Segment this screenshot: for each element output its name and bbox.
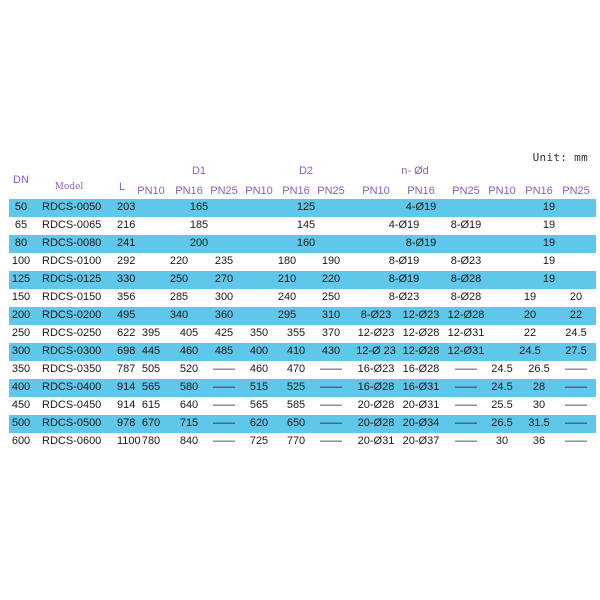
cell-nd-pn25: 8-Ø23	[450, 255, 482, 267]
header-d1: D1	[191, 165, 207, 177]
cell-x-pn16: 31.5	[528, 417, 550, 429]
cell-x-pn16: 19	[542, 201, 556, 213]
header-dn: DN	[13, 174, 29, 186]
cell-d2-pn16: 410	[286, 345, 306, 357]
cell-d2-pn16: 650	[286, 417, 306, 429]
cell-nd-pn25: ——	[455, 363, 477, 375]
table-row	[9, 397, 596, 415]
cell-dn: 50	[14, 201, 28, 213]
cell-dn: 80	[14, 237, 28, 249]
cell-d1-pn16: 165	[189, 201, 209, 213]
cell-d2-pn10: 210	[277, 273, 297, 285]
cell-d1-pn10: 395	[141, 327, 161, 339]
cell-l: 1100	[117, 435, 141, 447]
cell-d2-pn10: 725	[249, 435, 269, 447]
cell-x-pn16: 26.5	[528, 363, 550, 375]
cell-d2-pn16: 160	[296, 237, 316, 249]
cell-d2-pn25: ——	[320, 381, 342, 393]
cell-model: RDCS-0100	[42, 255, 102, 267]
cell-d1-pn16: 185	[189, 219, 209, 231]
cell-d2-pn25: ——	[320, 435, 342, 447]
cell-l: 914	[117, 399, 136, 411]
cell-d1-pn10: 250	[169, 273, 189, 285]
cell-x-pn16: 19	[542, 273, 556, 285]
cell-dn: 150	[11, 291, 31, 303]
cell-x-pn25: 20	[569, 291, 583, 303]
table-row	[9, 271, 596, 289]
table-row	[9, 361, 596, 379]
cell-d1-pn16: 405	[179, 327, 199, 339]
header-pn-11: PN25	[562, 185, 590, 197]
cell-nd-pn25: 12-Ø31	[447, 327, 485, 339]
cell-nd-pn25: 8-Ø28	[450, 273, 482, 285]
cell-d1-pn25: ——	[213, 381, 235, 393]
cell-x-pn16: 36	[532, 435, 546, 447]
cell-x-pn16: 28	[532, 381, 546, 393]
cell-l: 914	[117, 381, 136, 393]
cell-nd-pn10: 20-Ø31	[357, 435, 395, 447]
cell-d1-pn25: 300	[214, 291, 234, 303]
cell-model: RDCS-0080	[42, 237, 102, 249]
cell-dn: 400	[11, 381, 31, 393]
cell-l: 356	[117, 291, 136, 303]
table-row	[9, 415, 596, 433]
cell-model: RDCS-0065	[42, 219, 102, 231]
cell-d1-pn25: 360	[214, 309, 234, 321]
cell-d2-pn16: 770	[286, 435, 306, 447]
cell-d1-pn25: ——	[213, 399, 235, 411]
cell-d1-pn16: 840	[179, 435, 199, 447]
cell-nd-pn25: ——	[455, 381, 477, 393]
cell-d2-pn25: 250	[321, 291, 341, 303]
table-row	[9, 199, 596, 217]
cell-model: RDCS-0350	[42, 363, 102, 375]
cell-nd-pn25: 8-Ø19	[450, 219, 482, 231]
cell-nd-pn10: 8-Ø23	[360, 309, 392, 321]
cell-d2-pn25: 370	[321, 327, 341, 339]
cell-l: 330	[117, 273, 136, 285]
header-pn-6: PN10	[362, 185, 390, 197]
table-row	[9, 289, 596, 307]
cell-x-pn25: ——	[565, 363, 587, 375]
cell-d2-pn16: 125	[296, 201, 316, 213]
header-pn-9: PN10	[488, 185, 516, 197]
spec-table	[9, 165, 596, 451]
cell-l: 622	[117, 327, 136, 339]
cell-model: RDCS-0250	[42, 327, 102, 339]
table-row	[9, 343, 596, 361]
cell-d2-pn16: 525	[286, 381, 306, 393]
cell-d1-pn10: 615	[141, 399, 161, 411]
cell-nd-pn16: 8-Ø19	[405, 237, 437, 249]
cell-dn: 450	[11, 399, 31, 411]
cell-model: RDCS-0600	[42, 435, 102, 447]
cell-dn: 65	[14, 219, 28, 231]
cell-d1-pn25: ——	[213, 417, 235, 429]
cell-d1-pn10: 670	[141, 417, 161, 429]
cell-d2-pn25: 220	[321, 273, 341, 285]
header-row-groups	[9, 165, 596, 186]
cell-d1-pn10: 445	[141, 345, 161, 357]
cell-l: 241	[117, 237, 136, 249]
cell-x-pn10: 24.5	[491, 381, 513, 393]
cell-x-pn25: 27.5	[565, 345, 587, 357]
cell-d2-pn16: 355	[286, 327, 306, 339]
cell-x-pn25: 22	[569, 309, 583, 321]
cell-dn: 200	[11, 309, 31, 321]
cell-d2-pn25: 430	[321, 345, 341, 357]
cell-nd-pn16: 20-Ø34	[402, 417, 440, 429]
cell-model: RDCS-0150	[42, 291, 102, 303]
table-row	[9, 253, 596, 271]
cell-d2-pn16: 470	[286, 363, 306, 375]
cell-d2-pn10: 350	[249, 327, 269, 339]
cell-x-pn16: 30	[532, 399, 546, 411]
cell-model: RDCS-0300	[42, 345, 102, 357]
cell-model: RDCS-0200	[42, 309, 102, 321]
cell-nd-pn10: 16-Ø28	[357, 381, 395, 393]
cell-dn: 125	[11, 273, 31, 285]
cell-dn: 600	[11, 435, 31, 447]
cell-d2-pn10: 460	[249, 363, 269, 375]
cell-d2-pn25: 310	[321, 309, 341, 321]
cell-nd-pn25: ——	[455, 417, 477, 429]
cell-x-pn25: ——	[565, 435, 587, 447]
cell-nd-pn25: 12-Ø31	[447, 345, 485, 357]
cell-x-pn10: 22	[523, 327, 537, 339]
cell-x-pn25: 24.5	[565, 327, 587, 339]
cell-d1-pn10: 780	[141, 435, 161, 447]
cell-nd-pn10: 8-Ø19	[388, 273, 420, 285]
cell-d1-pn10: 220	[169, 255, 189, 267]
cell-x-pn10: 19	[523, 291, 537, 303]
cell-d2-pn10: 515	[249, 381, 269, 393]
table-row	[9, 217, 596, 235]
cell-d1-pn16: 640	[179, 399, 199, 411]
cell-dn: 100	[11, 255, 31, 267]
cell-x-pn10: 30	[495, 435, 509, 447]
cell-model: RDCS-0500	[42, 417, 102, 429]
cell-dn: 250	[11, 327, 31, 339]
cell-nd-pn16: 16-Ø28	[402, 363, 440, 375]
cell-d2-pn16: 585	[286, 399, 306, 411]
cell-nd-pn16: 12-Ø28	[402, 345, 440, 357]
cell-d2-pn10: 240	[277, 291, 297, 303]
cell-d1-pn10: 505	[141, 363, 161, 375]
cell-x-pn25: ——	[565, 381, 587, 393]
cell-d2-pn10: 295	[277, 309, 297, 321]
cell-nd-pn25: 8-Ø28	[450, 291, 482, 303]
cell-l: 203	[117, 201, 136, 213]
cell-x-pn10: 25.5	[491, 399, 513, 411]
cell-dn: 350	[11, 363, 31, 375]
cell-d1-pn25: 485	[214, 345, 234, 357]
cell-nd-pn16: 12-Ø23	[402, 309, 440, 321]
cell-d1-pn16: 520	[179, 363, 199, 375]
cell-l: 495	[117, 309, 136, 321]
cell-d2-pn25: 190	[321, 255, 341, 267]
cell-x-pn10: 24.5	[519, 345, 541, 357]
cell-d2-pn25: ——	[320, 363, 342, 375]
cell-d2-pn16: 145	[296, 219, 316, 231]
cell-d1-pn16: 715	[179, 417, 199, 429]
table-row	[9, 325, 596, 343]
cell-x-pn10: 20	[523, 309, 537, 321]
cell-d1-pn10: 565	[141, 381, 161, 393]
header-l: L	[118, 181, 126, 193]
cell-l: 216	[117, 219, 136, 231]
cell-nd-pn25: 12-Ø28	[447, 309, 485, 321]
cell-d1-pn25: 235	[214, 255, 234, 267]
cell-d2-pn10: 620	[249, 417, 269, 429]
cell-nd-pn10: 8-Ø23	[388, 291, 420, 303]
table-body	[9, 199, 596, 451]
cell-nd-pn10: 8-Ø19	[388, 255, 420, 267]
cell-d1-pn16: 460	[179, 345, 199, 357]
cell-nd-pn10: 16-Ø23	[357, 363, 395, 375]
table-row	[9, 379, 596, 397]
header-pn-1: PN16	[175, 185, 203, 197]
header-pn-2: PN25	[210, 185, 238, 197]
cell-x-pn10: 26.5	[491, 417, 513, 429]
cell-nd-pn16: 12-Ø28	[402, 327, 440, 339]
header-d2: D2	[298, 165, 314, 177]
header-pn-5: PN25	[317, 185, 345, 197]
header-pn-4: PN16	[282, 185, 310, 197]
header-model: Model	[54, 182, 84, 192]
header-nd: n- Ød	[401, 165, 429, 177]
cell-x-pn16: 19	[542, 255, 556, 267]
cell-nd-pn25: ——	[455, 435, 477, 447]
header-pn-8: PN25	[452, 185, 480, 197]
cell-d1-pn10: 285	[169, 291, 189, 303]
cell-nd-pn16: 20-Ø31	[402, 399, 440, 411]
cell-nd-pn10: 20-Ø28	[357, 399, 395, 411]
header-row-columns	[9, 182, 596, 199]
cell-nd-pn10: 20-Ø28	[357, 417, 395, 429]
cell-d1-pn25: ——	[213, 363, 235, 375]
cell-d2-pn25: ——	[320, 399, 342, 411]
cell-nd-pn16: 20-Ø37	[402, 435, 440, 447]
cell-model: RDCS-0400	[42, 381, 102, 393]
cell-nd-pn16: 4-Ø19	[405, 201, 437, 213]
cell-nd-pn25: ——	[455, 399, 477, 411]
cell-d1-pn16: 580	[179, 381, 199, 393]
table-row	[9, 235, 596, 253]
cell-l: 787	[117, 363, 136, 375]
cell-x-pn25: ——	[565, 399, 587, 411]
cell-d2-pn10: 180	[277, 255, 297, 267]
cell-d2-pn25: ——	[320, 417, 342, 429]
header-pn-3: PN10	[245, 185, 273, 197]
cell-dn: 500	[11, 417, 31, 429]
cell-x-pn16: 19	[542, 237, 556, 249]
cell-model: RDCS-0050	[42, 201, 102, 213]
cell-d2-pn10: 565	[249, 399, 269, 411]
cell-x-pn10: 24.5	[491, 363, 513, 375]
cell-dn: 300	[11, 345, 31, 357]
cell-d1-pn25: ——	[213, 435, 235, 447]
cell-l: 978	[117, 417, 136, 429]
cell-nd-pn10: 12-Ø 23	[356, 345, 396, 357]
header-pn-7: PN16	[407, 185, 435, 197]
cell-l: 698	[117, 345, 136, 357]
cell-nd-pn16: 16-Ø31	[402, 381, 440, 393]
cell-nd-pn10: 4-Ø19	[388, 219, 420, 231]
table-row	[9, 433, 596, 451]
header-pn-10: PN16	[525, 185, 553, 197]
cell-x-pn25: ——	[565, 417, 587, 429]
header-pn-0: PN10	[137, 185, 165, 197]
cell-d1-pn16: 200	[189, 237, 209, 249]
cell-model: RDCS-0450	[42, 399, 102, 411]
cell-d1-pn25: 425	[214, 327, 234, 339]
cell-l: 292	[117, 255, 136, 267]
unit-label: Unit: mm	[532, 151, 588, 164]
cell-model: RDCS-0125	[42, 273, 102, 285]
table-row	[9, 307, 596, 325]
cell-nd-pn10: 12-Ø23	[357, 327, 395, 339]
cell-d1-pn25: 270	[214, 273, 234, 285]
cell-d2-pn10: 400	[249, 345, 269, 357]
cell-x-pn16: 19	[542, 219, 556, 231]
cell-d1-pn10: 340	[169, 309, 189, 321]
